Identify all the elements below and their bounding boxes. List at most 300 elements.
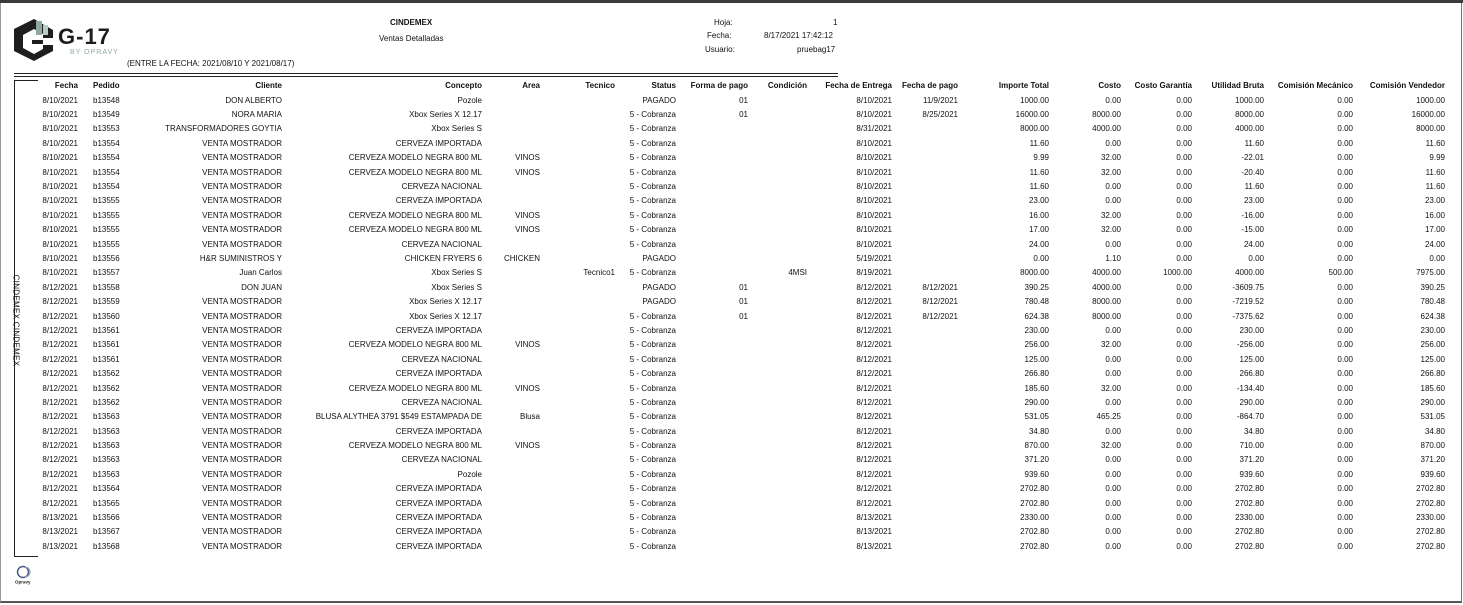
cell-date: 8/12/2021 [42,311,78,321]
cell-date: 8/10/2021 [42,138,78,148]
cell-order: b13555 [93,196,120,206]
cell-payment-date: 8/12/2021 [922,311,958,321]
cell-cost: 0.00 [1105,239,1121,249]
cell-concept: CERVEZA IMPORTADA [395,426,482,436]
cell-seller-commission: 2702.80 [1416,527,1445,537]
cell-cost: 8000.00 [1092,110,1121,120]
cell-total: 266.80 [1024,369,1049,379]
report-title: Ventas Detalladas [379,34,444,43]
cell-seller-commission: 531.05 [1420,412,1445,422]
cell-condition [752,107,807,121]
cell-area: CHICKEN [503,253,540,263]
cell-delivery-date: 8/12/2021 [856,484,892,494]
cell-cost: 0.00 [1105,325,1121,335]
cell-delivery-date: 8/13/2021 [856,541,892,551]
cell-area [482,136,540,150]
cell-condition [752,323,807,337]
cell-status: 5 - Cobranza [629,239,676,249]
cell-status: 5 - Cobranza [629,469,676,479]
cell-concept: CERVEZA IMPORTADA [395,325,482,335]
cell-technician [540,366,615,380]
table-row [22,323,1445,337]
cell-client: VENTA MOSTRADOR [202,541,282,551]
cell-payment-date [892,539,958,553]
cell-order: b13567 [93,527,120,537]
cell-gross-profit: -864.70 [1236,412,1264,422]
cell-payment-form: 01 [739,110,748,120]
cell-gross-profit: 24.00 [1243,239,1264,249]
cell-technician [540,122,615,136]
cell-technician [540,208,615,222]
cell-cost: 32.00 [1100,225,1121,235]
column-header-total: Importe Total [998,81,1049,90]
cell-concept: CERVEZA MODELO NEGRA 800 ML [348,210,482,220]
cell-cost: 0.00 [1105,455,1121,465]
cell-concept: CERVEZA NACIONAL [401,239,482,249]
table-row [22,107,1445,121]
cell-technician [540,395,615,409]
column-header-client: Cliente [255,81,282,90]
cell-client: VENTA MOSTRADOR [202,225,282,235]
cell-payment-date [892,510,958,524]
column-header-cost: Costo [1098,81,1121,90]
cell-payment-date [892,525,958,539]
cell-area [482,194,540,208]
cell-warranty-cost: 0.00 [1176,282,1192,292]
cell-date: 8/12/2021 [42,455,78,465]
cell-payment-form [676,381,752,395]
cell-total: 290.00 [1024,397,1049,407]
cell-client: VENTA MOSTRADOR [202,412,282,422]
cell-status: 5 - Cobranza [629,340,676,350]
cell-order: b13561 [93,325,120,335]
cell-concept: CERVEZA MODELO NEGRA 800 ML [348,383,482,393]
cell-seller-commission: 290.00 [1420,397,1445,407]
column-header-date: Fecha [54,81,78,90]
cell-warranty-cost: 0.00 [1176,225,1192,235]
cell-total: 11.60 [1029,182,1049,192]
cell-gross-profit: 2702.80 [1235,527,1264,537]
cell-payment-form: 01 [739,311,748,321]
cell-payment-date [892,410,958,424]
cell-seller-commission: 185.60 [1420,383,1445,393]
cell-condition [752,122,807,136]
cell-mechanic-commission: 0.00 [1337,412,1353,422]
cell-total: 16.00 [1028,210,1049,220]
cell-status: 5 - Cobranza [629,325,676,335]
cell-gross-profit: -20.40 [1241,167,1264,177]
table-row [22,280,1445,294]
cell-area: VINOS [515,153,540,163]
cell-gross-profit: 11.60 [1244,182,1264,192]
cell-status: 5 - Cobranza [629,541,676,551]
cell-delivery-date: 5/19/2021 [856,253,892,263]
cell-warranty-cost: 0.00 [1176,441,1192,451]
cell-client: VENTA MOSTRADOR [202,426,282,436]
cell-gross-profit: -256.00 [1236,340,1264,350]
cell-condition [752,223,807,237]
cell-concept: Xbox Series S [431,268,482,278]
cell-mechanic-commission: 0.00 [1337,167,1353,177]
cell-area [482,366,540,380]
cell-status: 5 - Cobranza [629,484,676,494]
page-number: 1 [833,18,838,27]
cell-status: 5 - Cobranza [629,210,676,220]
cell-total: 9.99 [1033,153,1049,163]
cell-warranty-cost: 0.00 [1176,498,1192,508]
cell-date: 8/12/2021 [42,484,78,494]
cell-warranty-cost: 0.00 [1176,239,1192,249]
cell-status: 5 - Cobranza [629,196,676,206]
table-row [22,165,1445,179]
cell-area [482,510,540,524]
cell-seller-commission: 1000.00 [1416,95,1445,105]
cell-date: 8/10/2021 [42,239,78,249]
cell-payment-form [676,179,752,193]
table-row [22,424,1445,438]
cell-seller-commission: 256.00 [1420,340,1445,350]
cell-seller-commission: 11.60 [1425,138,1445,148]
cell-date: 8/13/2021 [42,527,78,537]
cell-delivery-date: 8/10/2021 [856,225,892,235]
cell-area [482,496,540,510]
cell-status: PAGADO [642,95,676,105]
cell-condition [752,251,807,265]
cell-cost: 0.00 [1105,369,1121,379]
cell-cost: 0.00 [1105,469,1121,479]
cell-order: b13563 [93,455,120,465]
cell-client: VENTA MOSTRADOR [202,297,282,307]
cell-gross-profit: -16.00 [1241,210,1264,220]
table-row [22,294,1445,308]
cell-warranty-cost: 0.00 [1176,513,1192,523]
cell-payment-date [892,194,958,208]
cell-condition: 4MSI [788,268,807,278]
cell-client: VENTA MOSTRADOR [202,484,282,494]
cell-delivery-date: 8/10/2021 [856,138,892,148]
cell-order: b13554 [93,182,120,192]
table-row [22,237,1445,251]
table-row [22,539,1445,553]
cell-order: b13553 [93,124,120,134]
table-row [22,510,1445,524]
cell-status: 5 - Cobranza [629,412,676,422]
column-header-area: Area [522,81,540,90]
cell-concept: Xbox Series S [431,124,482,134]
cell-mechanic-commission: 0.00 [1337,210,1353,220]
cell-payment-form [676,165,752,179]
cell-condition [752,366,807,380]
cell-warranty-cost: 0.00 [1176,124,1192,134]
cell-mechanic-commission: 0.00 [1337,354,1353,364]
cell-total: 11.60 [1029,138,1049,148]
cell-client: VENTA MOSTRADOR [202,498,282,508]
cell-client: VENTA MOSTRADOR [202,325,282,335]
cell-seller-commission: 16.00 [1424,210,1445,220]
cell-payment-date [892,381,958,395]
cell-status: 5 - Cobranza [629,397,676,407]
cell-cost: 0.00 [1105,527,1121,537]
cell-payment-form [676,467,752,481]
cell-delivery-date: 8/13/2021 [856,527,892,537]
cell-total: 16000.00 [1015,110,1049,120]
cell-payment-form: 01 [739,95,748,105]
cell-delivery-date: 8/10/2021 [856,95,892,105]
date-label: Fecha: [707,31,732,40]
cell-mechanic-commission: 500.00 [1328,268,1353,278]
cell-cost: 0.00 [1105,354,1121,364]
cell-mechanic-commission: 0.00 [1337,182,1353,192]
cell-delivery-date: 8/10/2021 [856,153,892,163]
cell-mechanic-commission: 0.00 [1337,441,1353,451]
cell-warranty-cost: 0.00 [1176,325,1192,335]
cell-warranty-cost: 0.00 [1176,455,1192,465]
cell-payment-date [892,251,958,265]
column-header-status: Status [651,81,676,90]
column-header-payment-form: Forma de pago [690,81,748,90]
cell-client: VENTA MOSTRADOR [202,397,282,407]
cell-area [482,482,540,496]
cell-warranty-cost: 0.00 [1176,426,1192,436]
cell-area [482,309,540,323]
cell-client: VENTA MOSTRADOR [202,469,282,479]
cell-cost: 1.10 [1105,253,1121,263]
column-header-gross-profit: Utilidad Bruta [1211,81,1264,90]
cell-status: 5 - Cobranza [629,441,676,451]
cell-condition [752,309,807,323]
cell-client: VENTA MOSTRADOR [202,167,282,177]
cell-area [482,122,540,136]
cell-area: VINOS [515,383,540,393]
cell-mechanic-commission: 0.00 [1337,311,1353,321]
cell-condition [752,280,807,294]
cell-gross-profit: -134.40 [1236,383,1264,393]
cell-technician [540,294,615,308]
cell-cost: 8000.00 [1092,311,1121,321]
cell-payment-form [676,122,752,136]
table-row [22,410,1445,424]
cell-delivery-date: 8/12/2021 [856,426,892,436]
cell-payment-form [676,510,752,524]
cell-gross-profit: -22.01 [1241,153,1264,163]
cell-gross-profit: 230.00 [1239,325,1264,335]
cell-client: H&R SUMINISTROS Y [199,253,282,263]
cell-total: 24.00 [1028,239,1049,249]
cell-payment-date [892,424,958,438]
page-label: Hoja: [714,18,733,27]
cell-technician [540,107,615,121]
cell-date: 8/10/2021 [42,110,78,120]
cell-area [482,280,540,294]
cell-area [482,237,540,251]
cell-technician [540,496,615,510]
bracket-bottom [14,556,38,557]
cell-condition [752,395,807,409]
cell-payment-form [676,410,752,424]
cell-condition [752,381,807,395]
cell-seller-commission: 371.20 [1420,455,1445,465]
column-header-delivery-date: Fecha de Entrega [825,81,892,90]
cell-technician [540,223,615,237]
cell-client: VENTA MOSTRADOR [202,455,282,465]
column-header-warranty-cost: Costo Garantía [1134,81,1192,90]
cell-payment-form [676,395,752,409]
cell-mechanic-commission: 0.00 [1337,95,1353,105]
cell-total: 23.00 [1028,196,1049,206]
cell-payment-date [892,438,958,452]
cell-concept: CERVEZA MODELO NEGRA 800 ML [348,153,482,163]
cell-concept: CERVEZA IMPORTADA [395,527,482,537]
table-row [22,395,1445,409]
cell-order: b13555 [93,225,120,235]
cell-gross-profit: 2702.80 [1235,541,1264,551]
cell-concept: CERVEZA NACIONAL [401,354,482,364]
group-label: CINDEMEX CINDEMEX [11,274,21,367]
cell-concept: CERVEZA IMPORTADA [395,138,482,148]
cell-total: 2330.00 [1020,513,1049,523]
cell-payment-date: 8/25/2021 [922,110,958,120]
cell-warranty-cost: 0.00 [1176,196,1192,206]
cell-seller-commission: 390.25 [1420,282,1445,292]
cell-gross-profit: 371.20 [1239,455,1264,465]
cell-order: b13554 [93,167,120,177]
cell-seller-commission: 8000.00 [1416,124,1445,134]
cell-condition [752,510,807,524]
cell-area: VINOS [515,340,540,350]
cell-client: VENTA MOSTRADOR [202,513,282,523]
cell-payment-date [892,323,958,337]
table-row [22,338,1445,352]
cell-payment-form [676,438,752,452]
cell-client: DON ALBERTO [225,95,282,105]
cell-gross-profit: 266.80 [1239,369,1264,379]
cell-warranty-cost: 0.00 [1176,369,1192,379]
cell-seller-commission: 16000.00 [1411,110,1445,120]
cell-payment-date [892,136,958,150]
cell-status: 5 - Cobranza [629,513,676,523]
cell-concept: CERVEZA IMPORTADA [395,369,482,379]
cell-warranty-cost: 0.00 [1176,210,1192,220]
cell-payment-date [892,208,958,222]
cell-status: 5 - Cobranza [629,124,676,134]
cell-date: 8/10/2021 [42,225,78,235]
cell-client: VENTA MOSTRADOR [202,527,282,537]
cell-date: 8/12/2021 [42,469,78,479]
cell-client: VENTA MOSTRADOR [202,153,282,163]
cell-status: PAGADO [642,253,676,263]
cell-condition [752,136,807,150]
cell-warranty-cost: 0.00 [1176,182,1192,192]
cell-concept: CERVEZA NACIONAL [401,455,482,465]
cell-client: TRANSFORMADORES GOYTIA [165,124,282,134]
cell-mechanic-commission: 0.00 [1337,484,1353,494]
cell-warranty-cost: 0.00 [1176,383,1192,393]
cell-seller-commission: 2702.80 [1416,541,1445,551]
cell-mechanic-commission: 0.00 [1337,340,1353,350]
cell-delivery-date: 8/12/2021 [856,469,892,479]
cell-payment-form [676,323,752,337]
cell-seller-commission: 17.00 [1424,225,1445,235]
cell-date: 8/10/2021 [42,95,78,105]
cell-payment-form [676,136,752,150]
cell-order: b13562 [93,369,120,379]
cell-area [482,395,540,409]
cell-date: 8/10/2021 [42,153,78,163]
cell-condition [752,410,807,424]
cell-seller-commission: 2702.80 [1416,498,1445,508]
cell-condition [752,165,807,179]
cell-payment-form: 01 [739,282,748,292]
table-row [22,179,1445,193]
cell-date: 8/13/2021 [42,513,78,523]
cell-mechanic-commission: 0.00 [1337,297,1353,307]
table-row [22,453,1445,467]
table-row [22,223,1445,237]
cell-area [482,179,540,193]
cell-area [482,266,540,280]
cell-area [482,93,540,107]
cell-payment-date [892,151,958,165]
cell-status: PAGADO [642,297,676,307]
cell-cost: 0.00 [1105,95,1121,105]
date-range: (ENTRE LA FECHA: 2021/08/10 Y 2021/08/17) [127,59,295,68]
table-row [22,122,1445,136]
cell-technician [540,352,615,366]
cell-mechanic-commission: 0.00 [1337,527,1353,537]
cell-area: Blusa [519,412,540,422]
cell-area [482,539,540,553]
cell-total: 390.25 [1024,282,1049,292]
cell-total: 11.60 [1029,167,1049,177]
cell-delivery-date: 8/12/2021 [856,311,892,321]
cell-client: VENTA MOSTRADOR [202,354,282,364]
cell-order: b13563 [93,426,120,436]
cell-warranty-cost: 0.00 [1176,297,1192,307]
cell-concept: CERVEZA IMPORTADA [395,196,482,206]
cell-concept: CERVEZA MODELO NEGRA 800 ML [348,340,482,350]
cell-cost: 4000.00 [1092,268,1121,278]
cell-concept: CERVEZA IMPORTADA [395,484,482,494]
cell-total: 939.60 [1024,469,1049,479]
cell-delivery-date: 8/12/2021 [856,369,892,379]
cell-total: 2702.80 [1020,541,1049,551]
cell-payment-form [676,453,752,467]
cell-mechanic-commission: 0.00 [1337,110,1353,120]
cell-order: b13557 [93,268,120,278]
cell-seller-commission: 11.60 [1425,167,1445,177]
cell-order: b13561 [93,354,120,364]
cell-total: 17.00 [1028,225,1049,235]
cell-warranty-cost: 0.00 [1176,484,1192,494]
cell-payment-form [676,208,752,222]
cell-delivery-date: 8/13/2021 [856,513,892,523]
table-row [22,496,1445,510]
cell-warranty-cost: 0.00 [1176,541,1192,551]
cell-delivery-date: 8/12/2021 [856,354,892,364]
cell-payment-form [676,539,752,553]
cell-condition [752,438,807,452]
cell-client: VENTA MOSTRADOR [202,239,282,249]
cell-delivery-date: 8/10/2021 [856,167,892,177]
cell-condition [752,539,807,553]
cell-gross-profit: 23.00 [1243,196,1264,206]
cell-client: VENTA MOSTRADOR [202,441,282,451]
cell-status: 5 - Cobranza [629,153,676,163]
cell-payment-date [892,266,958,280]
cell-technician [540,93,615,107]
cell-delivery-date: 8/12/2021 [856,340,892,350]
cell-area [482,453,540,467]
